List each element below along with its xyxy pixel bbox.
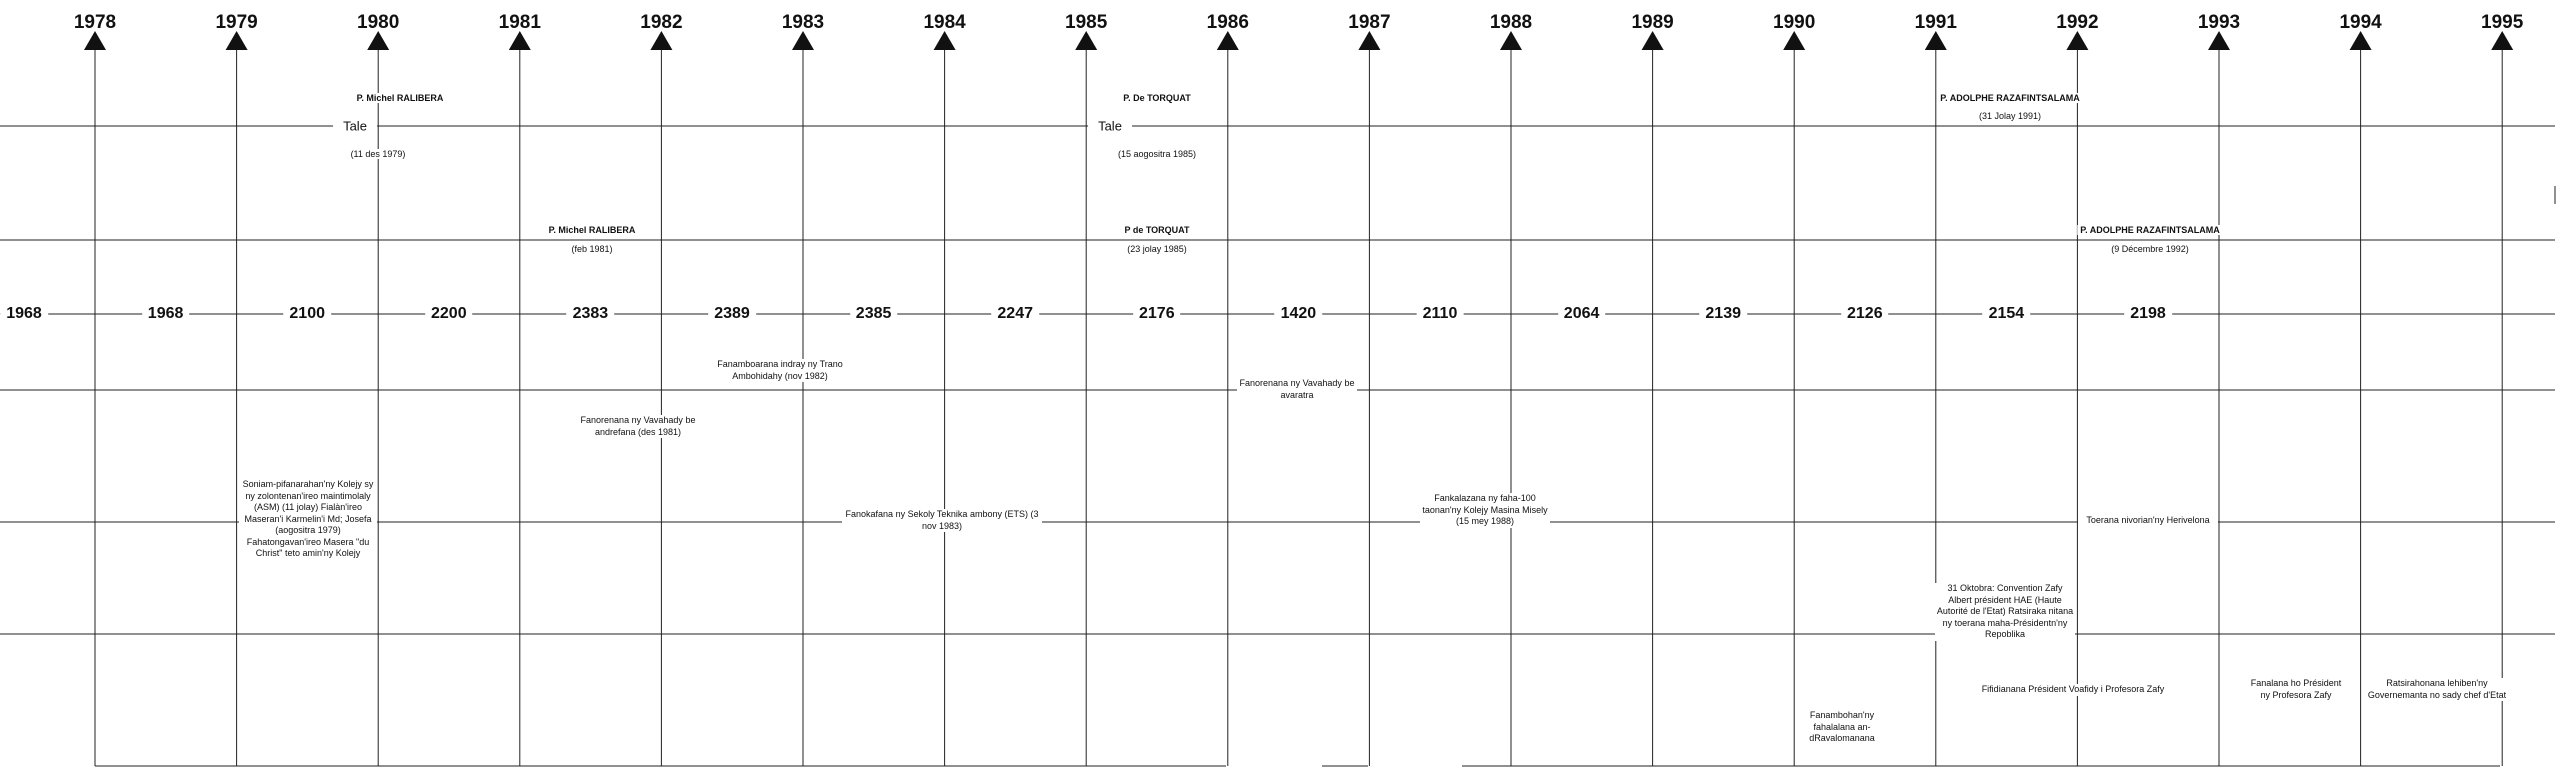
- year-label-1983: 1983: [781, 12, 825, 33]
- value-label: 1968: [0, 305, 48, 323]
- year-label-1987: 1987: [1348, 12, 1391, 33]
- year-label-1993: 1993: [2197, 12, 2241, 33]
- value-label: 2383: [567, 305, 615, 323]
- year-label-1981: 1981: [498, 12, 541, 33]
- year-label-1978: 1978: [73, 12, 117, 33]
- value-label: 2154: [1983, 305, 2031, 323]
- value-label: 2064: [1558, 305, 1606, 323]
- event-herivelona: Toerana nivorian'ny Herivelona: [2078, 515, 2218, 527]
- year-label-1989: 1989: [1631, 12, 1674, 33]
- year-label-1995: 1995: [2481, 12, 2524, 33]
- event-ets: Fanokafana ny Sekoly Teknika ambony (ETS) (3 nov 1983): [842, 509, 1042, 532]
- year-label-1988: 1988: [1489, 12, 1533, 33]
- event-ratsirahonana: Ratsirahonana lehiben'ny Governemanta no sady chef d'Etat: [2365, 678, 2510, 701]
- value-label: 2139: [1699, 305, 1747, 323]
- event-trano-ambohidahy: Fanamboarana indray ny Trano Ambohidahy (nov 1982): [710, 359, 850, 382]
- tale-name-right: P. ADOLPHE RAZAFINTSALAMA: [1937, 93, 2083, 103]
- tale-name-middle: P. De TORQUAT: [1120, 93, 1194, 103]
- year-label-1982: 1982: [640, 12, 683, 33]
- tale-date-left: (11 des 1979): [348, 149, 409, 159]
- event-faha100: Fankalazana ny faha-100 taonan'ny Kolejy Masina Misely (15 mey 1988): [1420, 493, 1550, 528]
- tale-date-right: (31 Jolay 1991): [1976, 111, 2044, 121]
- event-vonjy: Fifidianana Président Voafidy i Profesora Zafy: [1968, 684, 2178, 696]
- value-label: 2126: [1841, 305, 1889, 323]
- value-label: 1968: [142, 305, 190, 323]
- year-label-1991: 1991: [1914, 12, 1957, 33]
- year-label-1985: 1985: [1065, 12, 1108, 33]
- value-label: 2110: [1417, 305, 1464, 323]
- director-date-left: (feb 1981): [568, 244, 615, 254]
- year-label-1980: 1980: [357, 12, 400, 33]
- value-label: 2247: [991, 305, 1039, 323]
- year-label-1994: 1994: [2339, 12, 2382, 33]
- value-label: 2100: [283, 305, 331, 323]
- year-label-1984: 1984: [923, 12, 966, 33]
- director-name-middle: P de TORQUAT: [1121, 225, 1192, 235]
- value-label: 2389: [708, 305, 756, 323]
- event-convention: 31 Oktobra: Convention Zafy Albert président HAE (Haute Autorité de l'Etat) Ratsiraka nitana ny toerana maha-Présidentn'ny Repoblika: [1936, 583, 2074, 639]
- tale-date-middle: (15 aogositra 1985): [1115, 149, 1199, 159]
- year-label-1992: 1992: [2056, 12, 2099, 33]
- tale-label-left: Tale: [333, 119, 377, 134]
- event-vavahady-avaratra: Fanorenana ny Vavahady be avaratra: [1237, 378, 1357, 401]
- director-date-right: (9 Décembre 1992): [2108, 244, 2192, 254]
- year-label-1979: 1979: [215, 12, 258, 33]
- value-label: 2200: [425, 305, 473, 323]
- event-vavahady-andrefana: Fanorenana ny Vavahady be andrefana (des 1981): [573, 415, 703, 438]
- event-ravalomanana: Fanambohan'ny fahalalana an-dRavalomanana: [1802, 710, 1882, 745]
- director-name-left: P. Michel RALIBERA: [546, 225, 639, 235]
- value-label: 2385: [850, 305, 898, 323]
- director-date-middle: (23 jolay 1985): [1124, 244, 1190, 254]
- year-label-1986: 1986: [1206, 12, 1249, 33]
- value-label: 2176: [1133, 305, 1181, 323]
- event-soniam: Soniam-pifanarahan'ny Kolejy sy ny zolontenan'ireo maintimolaly (ASM) (11 jolay) Fialàn'ireo Maseran'i Karmelin'i Md; Josefa (aogositra 1979) Fahatongavan'ireo Masera "du Christ" teto amin'ny Kolejy: [239, 479, 377, 560]
- tale-name-left: P. Michel RALIBERA: [354, 93, 447, 103]
- year-label-1990: 1990: [1773, 12, 1816, 33]
- value-label: 2198: [2124, 305, 2172, 323]
- event-fanalana: Fanalana ho Président ny Profesora Zafy: [2246, 678, 2346, 701]
- tale-label-middle: Tale: [1088, 119, 1132, 134]
- value-label: 1420: [1275, 305, 1323, 323]
- director-name-right: P. ADOLPHE RAZAFINTSALAMA: [2077, 225, 2223, 235]
